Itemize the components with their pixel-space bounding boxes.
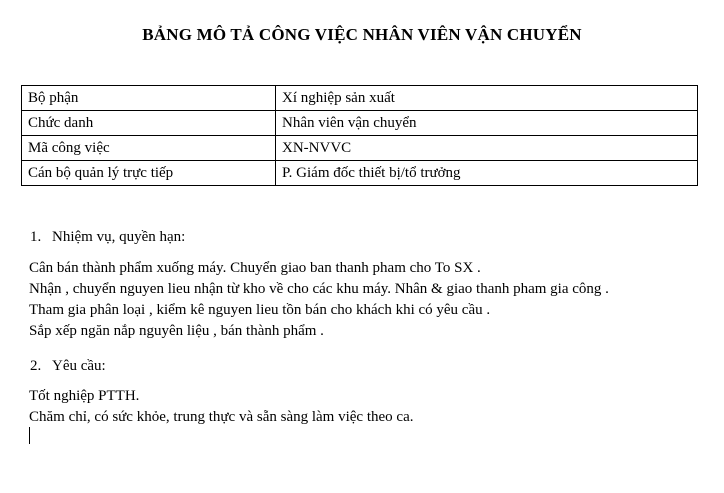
table-cell-value[interactable]: Xí nghiệp sản xuất	[276, 86, 698, 111]
section-number: 2.	[30, 358, 42, 374]
table-row	[22, 111, 698, 136]
table-cell-label[interactable]: Chức danh	[22, 111, 276, 136]
table-cell-value[interactable]: Nhân viên vận chuyển	[276, 111, 698, 136]
text-line: Sắp xếp ngăn nắp nguyên liệu , bán thành phẩm .	[29, 323, 324, 339]
section-heading-text: Nhiệm vụ, quyền hạn:	[52, 229, 186, 245]
table-cell-value[interactable]: XN-NVVC	[276, 136, 698, 161]
table-row	[22, 86, 698, 111]
text-line: Tốt nghiệp PTTH.	[29, 388, 140, 404]
text-line: Nhận , chuyển nguyen lieu nhận từ kho về cho các khu máy. Nhân & giao thanh pham gia công .	[29, 281, 609, 297]
table-cell-label[interactable]: Cán bộ quản lý trực tiếp	[22, 161, 276, 186]
section-heading-duties	[30, 229, 185, 246]
text-line: Cân bán thành phẩm xuống máy. Chuyển giao ban thanh pham cho To SX .	[29, 260, 481, 276]
table-row	[22, 161, 698, 186]
text-cursor	[29, 427, 30, 444]
section-number: 1.	[30, 229, 42, 245]
section-heading-text: Yêu cầu:	[52, 358, 106, 374]
table-row	[22, 136, 698, 161]
document-title: BẢNG MÔ TẢ CÔNG VIỆC NHÂN VIÊN VẬN CHUYỂN	[142, 25, 582, 44]
text-line: Tham gia phân loại , kiểm kê nguyen lieu tồn bán cho khách khi có yêu cầu .	[29, 302, 491, 318]
table-cell-label[interactable]: Mã công việc	[22, 136, 276, 161]
text-line: Chăm chỉ, có sức khỏe, trung thực và sẵn sàng làm việc theo ca.	[29, 409, 414, 425]
table-cell-value[interactable]: P. Giám đốc thiết bị/tổ trưởng	[276, 161, 698, 186]
duties-paragraph[interactable]	[29, 258, 609, 342]
section-heading-requirements	[30, 358, 106, 375]
requirements-paragraph[interactable]	[29, 386, 413, 428]
job-info-table	[21, 85, 698, 186]
table-cell-label[interactable]: Bộ phận	[22, 86, 276, 111]
